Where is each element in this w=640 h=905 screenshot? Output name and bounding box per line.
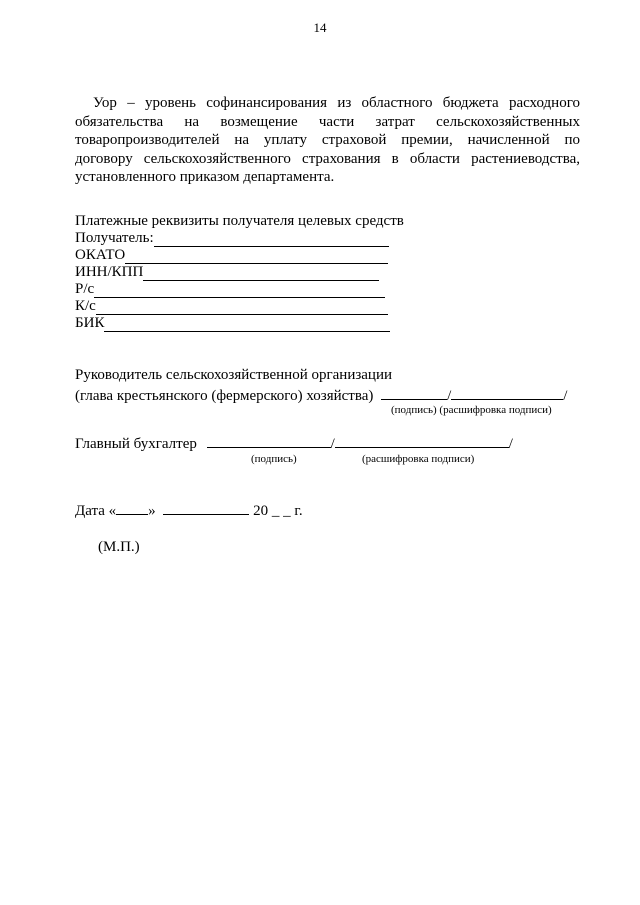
field-blank[interactable] (104, 317, 390, 332)
field-label: БИК (75, 315, 105, 331)
slash: / (508, 436, 513, 452)
stamp-placeholder: (М.П.) (98, 539, 140, 555)
account-field (75, 281, 385, 298)
corr-account-field (75, 298, 388, 315)
slash: / (447, 388, 452, 404)
head-subtitle (75, 385, 567, 405)
accountant-caption-sign: (подпись) (251, 453, 297, 465)
inn-kpp-field (75, 264, 379, 281)
okato-field (75, 247, 388, 264)
date-prefix: Дата « (75, 503, 117, 519)
paragraph-line: обязательства на возмещение части затрат сельскохозяйственных (75, 113, 580, 130)
head-subtitle-text: (глава крестьянского (фермерского) хозяйства) (75, 388, 374, 404)
field-label: ОКАТО (75, 247, 126, 263)
requisites-title: Платежные реквизиты получателя целевых средств (75, 213, 404, 229)
date-line (75, 500, 303, 520)
field-label: Р/с (75, 281, 95, 297)
recipient-field (75, 230, 389, 247)
field-label: К/с (75, 298, 96, 314)
field-blank[interactable] (154, 232, 389, 247)
accountant-caption-decode: (расшифровка подписи) (362, 453, 475, 465)
accountant-label: Главный бухгалтер (75, 436, 197, 452)
accountant-name-blank[interactable] (335, 433, 509, 448)
page-number: 14 (313, 20, 327, 35)
bik-field (75, 315, 390, 332)
field-label: Получатель: (75, 230, 154, 246)
date-quote-close: » (148, 503, 156, 519)
paragraph (75, 94, 580, 187)
field-blank[interactable] (125, 249, 388, 264)
paragraph-line: товаропроизводителей на уплату страховой премии, начисленной по (75, 132, 580, 148)
day-blank[interactable] (116, 500, 148, 515)
head-name-blank[interactable] (451, 385, 563, 400)
paragraph-line: Уор – уровень софинансирования из областного бюджета расходного (93, 95, 580, 111)
field-blank[interactable] (96, 300, 388, 315)
field-blank[interactable] (143, 266, 379, 281)
slash: / (563, 388, 568, 404)
paragraph-line: установленного приказом департамента. (75, 169, 335, 185)
head-caption: (подпись) (расшифровка подписи) (391, 404, 552, 416)
month-blank[interactable] (163, 500, 249, 515)
accountant-line (75, 433, 513, 453)
date-year: 20 _ _ г. (253, 503, 303, 519)
paragraph-line: договору сельскохозяйственного страхования в области растениеводства, (75, 150, 580, 167)
field-blank[interactable] (94, 283, 385, 298)
slash: / (330, 436, 335, 452)
head-title: Руководитель сельскохозяйственной организации (75, 367, 393, 383)
head-signature-blank[interactable] (381, 385, 447, 400)
accountant-signature-blank[interactable] (207, 433, 331, 448)
field-label: ИНН/КПП (75, 264, 144, 280)
